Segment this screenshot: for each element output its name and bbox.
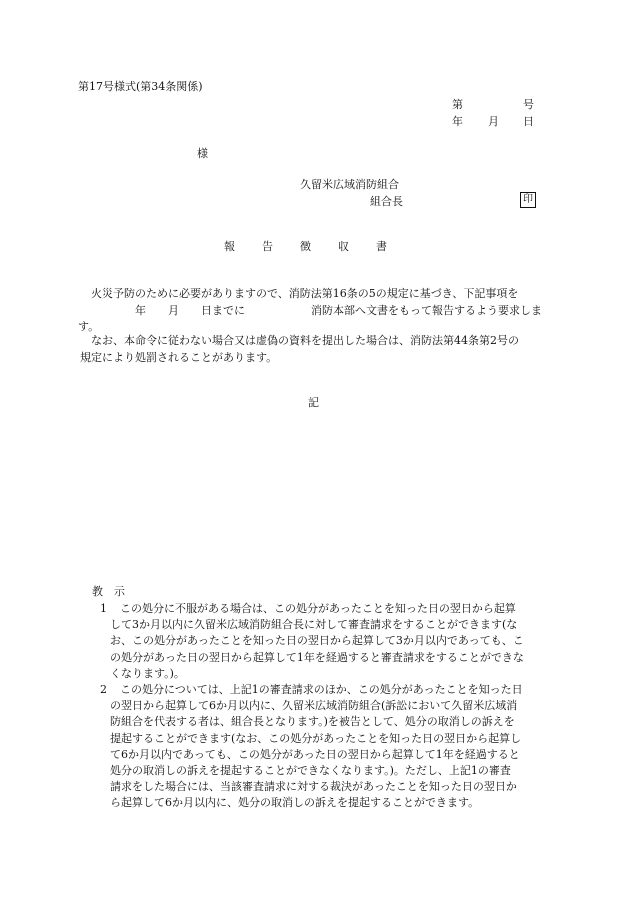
kyoji-line: くなります。)。 [110,666,185,680]
form-number: 第17号様式(第34条関係) [78,80,203,93]
kyoji-line: の処分があった日の翌日から起算して1年を経過すると審査請求をすることができな [110,650,524,664]
date-day: 日 [523,115,534,128]
kyoji-heading: 教 示 [92,585,125,598]
kyoji-line: して3か月以内に久留米広域消防組合長に対して審査請求をすることができます(な [110,618,518,632]
kyoji-item-number: 2 [100,683,107,697]
kyoji-line: の翌日から起算して6か月以内に、久留米広域消防組合(訴訟において久留米広域消 [110,699,518,713]
date-month: 月 [488,115,499,128]
kyoji-line: お、この処分があったことを知った日の翌日から起算して3か月以内であっても、こ [110,634,524,648]
kyoji-item [100,601,555,682]
paragraph-line: 規定により処罰されることがあります。 [80,350,278,364]
kyoji-list [100,601,555,812]
issuer-title: 組合長 [370,195,403,208]
date-year: 年 [452,115,463,128]
paragraph-line: す。 [78,320,100,333]
document-number-dai: 第 [452,98,463,111]
issuer-organization: 久留米広域消防組合 [300,178,399,191]
kyoji-line: この処分については、上記1の審査請求のほか、この処分があったことを知った日 [120,683,523,697]
kyoji-line: て6か月以内であっても、この処分があった日の翌日から起算して1年を経過すると [110,747,520,761]
seal-mark: 印 [520,192,536,208]
title-char: 告 [262,240,273,253]
kyoji-line: 処分の取消しの訴えを提起することができなくなります。)。ただし、上記1の審査 [110,764,511,778]
request-paragraph [80,286,550,336]
addressee-suffix: 様 [197,147,208,160]
kyoji-item [100,682,555,812]
kyoji-item-number: 1 [100,602,107,615]
paragraph-line: 年 月 日までに 消防本部へ文書をもって報告するよう要求しま [80,303,542,317]
penalty-paragraph [80,333,550,366]
title-char: 収 [338,240,349,253]
ki-heading: 記 [308,396,319,409]
title-char: 報 [224,240,235,253]
kyoji-line: 提起することができます(なお、この処分があったことを知った日の翌日から起算し [110,731,522,745]
kyoji-line: この処分に不服がある場合は、この処分があったことを知った日の翌日から起算 [120,602,516,615]
document-title [224,240,414,253]
kyoji-line: 請求をした場合には、当該審査請求に対する裁決があったことを知った日の翌日か [110,780,517,794]
title-char: 書 [376,240,387,253]
kyoji-line: 防組合を代表する者は、組合長となります。)を被告として、処分の取消しの訴えを [110,715,515,729]
title-char: 徴 [300,240,311,253]
kyoji-line: ら起算して6か月以内に、処分の取消しの訴えを提起することができます。 [110,796,480,810]
paragraph-line: 火災予防のために必要がありますので、消防法第16条の5の規定に基づき、下記事項を [91,287,519,300]
paragraph-line: なお、本命令に従わない場合又は虚偽の資料を提出した場合は、消防法第44条第2号の [91,334,519,347]
document-number-go: 号 [523,98,534,111]
